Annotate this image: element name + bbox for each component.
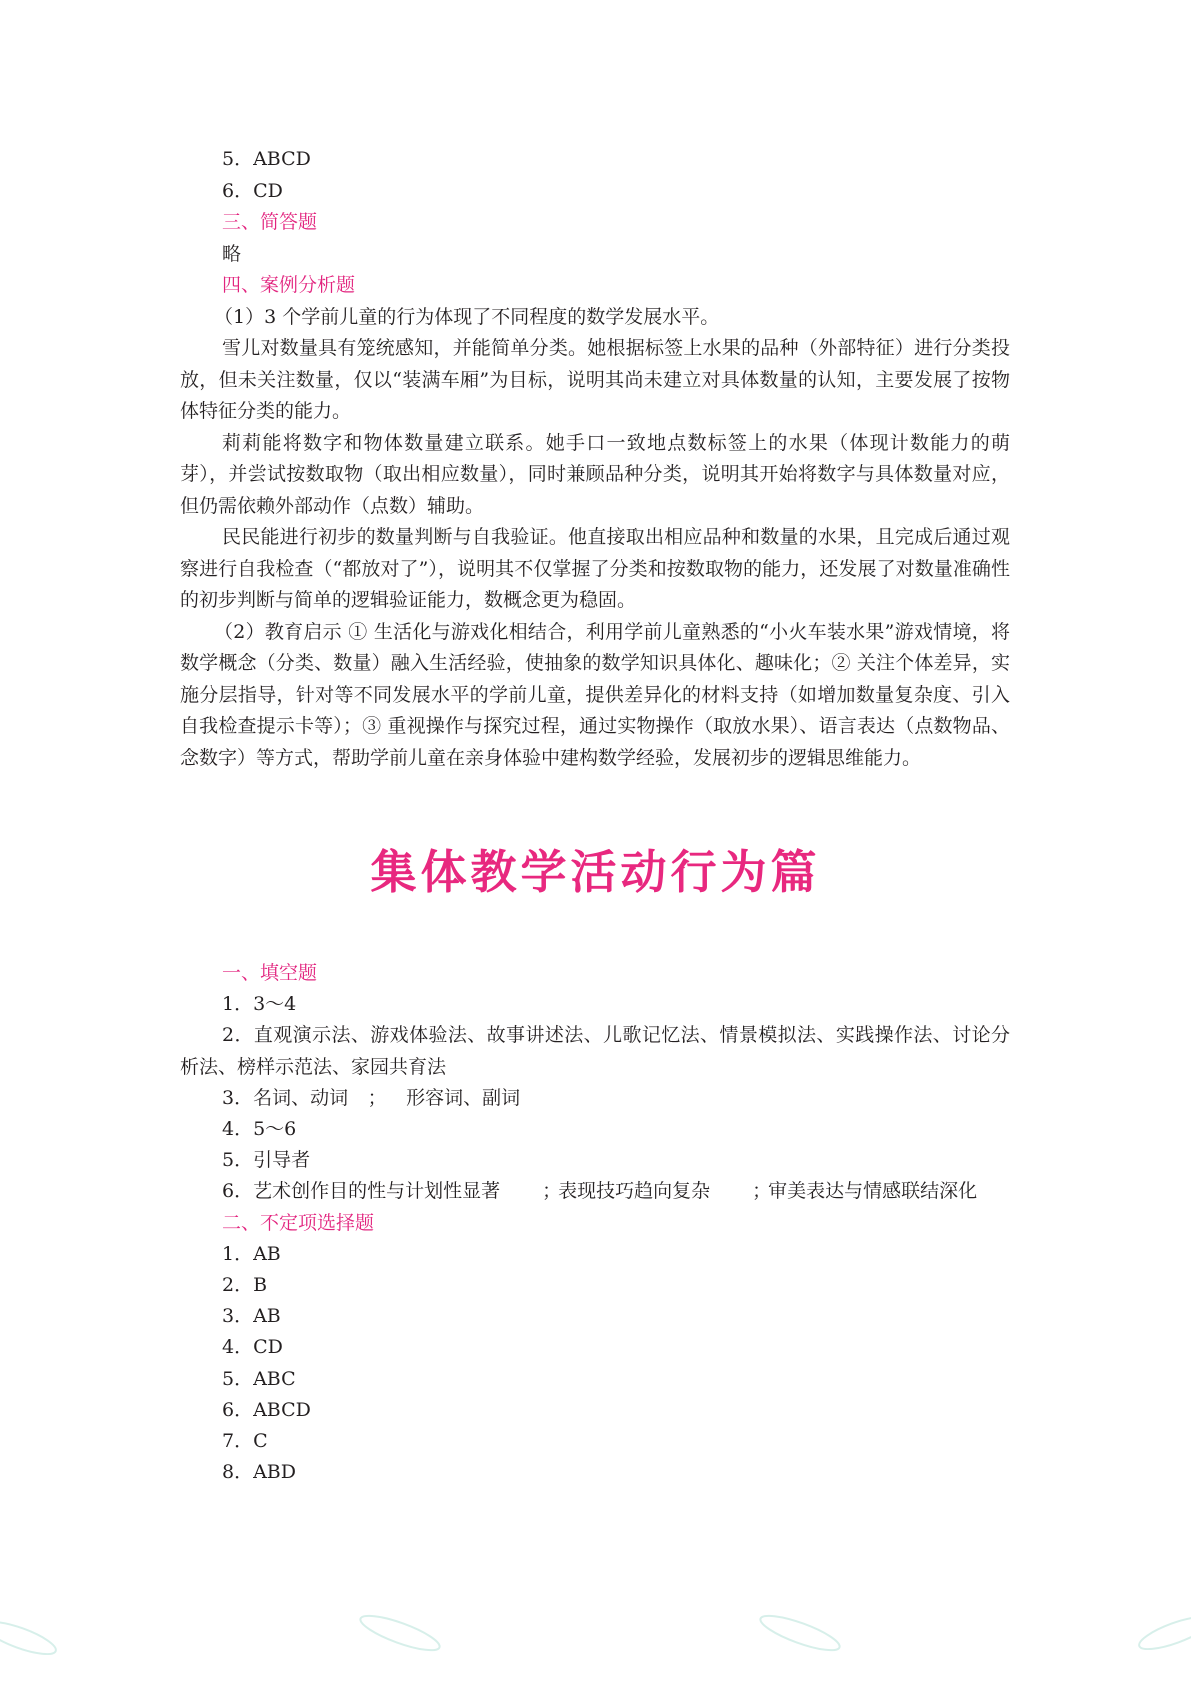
answer-part: 表现技巧趋向复杂	[558, 1180, 711, 1203]
answer-item: 5．ABCD	[222, 148, 311, 170]
answer-item: 1．3～4	[222, 993, 297, 1016]
analysis-paragraph: 雪儿对数量具有笼统感知，并能简单分类。她根据标签上水果的品种（外部特征）进行分类投放，但未关注数量，仅以“装满车厢”为目标，说明其尚未建立对具体数量的认知，主要发展了按物体特征分类的能力。	[180, 337, 1010, 422]
separator: ；	[542, 1180, 562, 1203]
analysis-paragraph: 民民能进行初步的数量判断与自我验证。他直接取出相应品种和数量的水果，且完成后通过观察进行自我检查（“都放对了”），说明其不仅掌握了分类和按数取物的能力，还发展了对数量准确性的初步判断与简单的逻辑验证能力，数概念更为稳固。	[180, 526, 1010, 611]
section-heading-short-answer: 三、简答题	[222, 211, 318, 233]
answer-item: 2．B	[222, 1274, 268, 1297]
chapter-title: 集体教学活动行为篇	[370, 845, 821, 899]
answer-item	[180, 1083, 1010, 1114]
answer-item: 5．引导者	[222, 1149, 311, 1172]
answer-item: 4．CD	[222, 1336, 283, 1359]
answer-item: 6．CD	[222, 179, 283, 202]
answer-section-top	[180, 144, 1010, 774]
section-heading-multiple-choice: 二、不定项选择题	[222, 1211, 375, 1234]
answer-item: 3．AB	[222, 1305, 281, 1328]
answer-item: 1．AB	[222, 1242, 281, 1265]
answer-part: 6．艺术创作目的性与计划性显著	[222, 1180, 501, 1203]
answer-part: 3．名词、动词	[222, 1086, 349, 1109]
analysis-paragraph: （2）教育启示 ① 生活化与游戏化相结合，利用学前儿童熟悉的“小火车装水果”游戏情境，将数学概念（分类、数量）融入生活经验，使抽象的数学知识具体化、趣味化；② 关注个体差异，实施分层指导，针对等不同发展水平的学前儿童，提供差异化的材料支持（如增加数量复杂度、引入自我检查提示卡等）；③ 重视操作与探究过程，通过实物操作（取放水果）、语言表达（点数物品、念数字）等方式，帮助学前儿童在亲身体验中建构数学经验，发展初步的逻辑思维能力。	[180, 620, 1010, 769]
short-answer-text: 略	[222, 242, 242, 265]
answer-part: 形容词、副词	[406, 1086, 521, 1109]
separator: ；	[367, 1086, 387, 1109]
analysis-paragraph: 莉莉能将数字和物体数量建立联系。她手口一致地点数标签上的水果（体现计数能力的萌芽），并尝试按数取物（取出相应数量），同时兼顾品种分类，说明其开始将数字与具体数量对应，但仍需依赖外部动作（点数）辅助。	[180, 431, 1010, 517]
separator: ；	[752, 1180, 772, 1203]
section-heading-case-analysis: 四、案例分析题	[222, 274, 356, 296]
answer-item: 4．5～6	[222, 1118, 297, 1141]
answer-item: 6．ABCD	[222, 1398, 311, 1421]
answer-section-bottom	[180, 958, 1010, 1488]
answer-item	[180, 1176, 1010, 1207]
analysis-paragraph: （1）3 个学前儿童的行为体现了不同程度的数学发展水平。	[214, 305, 720, 328]
answer-item: 2．直观演示法、游戏体验法、故事讲述法、儿歌记忆法、情景模拟法、实践操作法、讨论分析法、榜样示范法、家园共育法	[180, 1024, 1010, 1078]
section-heading-fill-blank: 一、填空题	[222, 962, 318, 984]
answer-item: 5．ABC	[222, 1367, 296, 1390]
answer-item: 7．C	[222, 1430, 268, 1453]
answer-item: 8．ABD	[222, 1461, 297, 1484]
answer-part: 审美表达与情感联结深化	[768, 1180, 978, 1203]
watermark-logo	[0, 1608, 1191, 1668]
